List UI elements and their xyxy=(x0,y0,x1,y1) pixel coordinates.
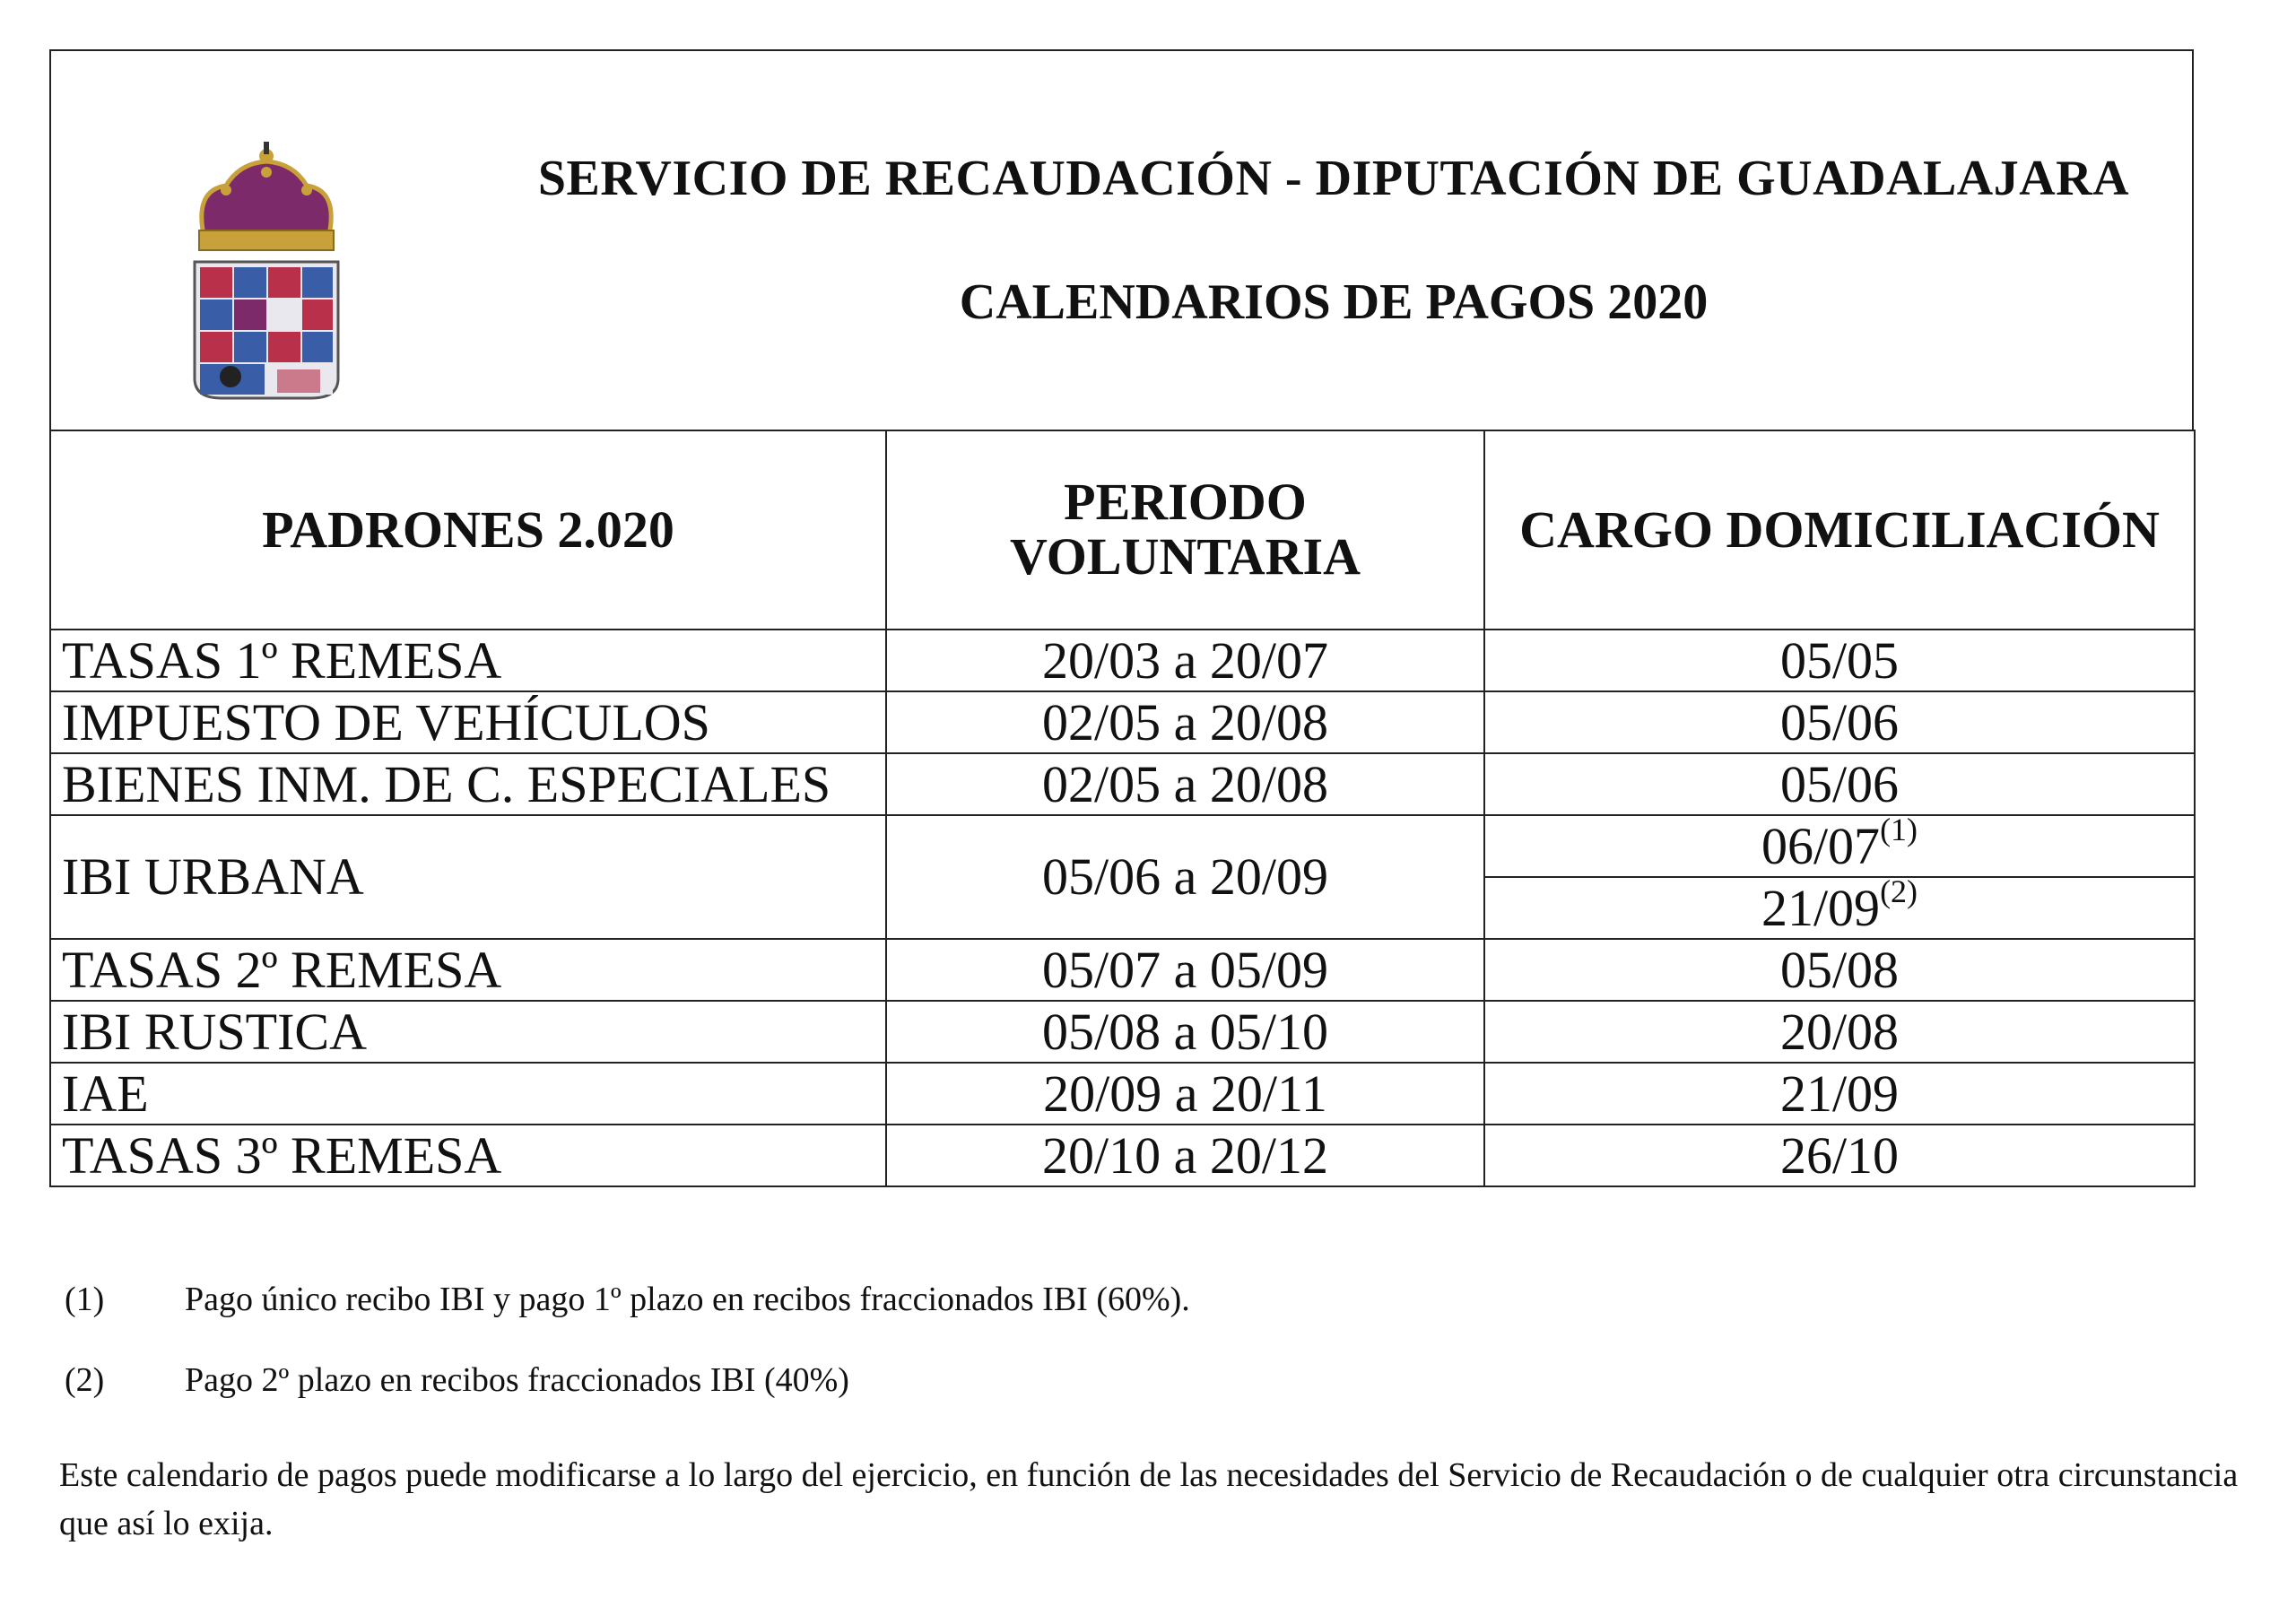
footnote-item xyxy=(65,1282,2235,1363)
row-period: 02/05 a 20/08 xyxy=(886,691,1484,753)
row-period: 20/03 a 20/07 xyxy=(886,630,1484,691)
document-title: SERVICIO DE RECAUDACIÓN - DIPUTACIÓN DE GUADALAJARA xyxy=(537,151,2130,206)
footnote-item xyxy=(65,1363,2235,1444)
footnote-text: Pago único recibo IBI y pago 1º plazo en recibos fraccionados IBI (60%). xyxy=(185,1281,1190,1318)
row-charge-value: 21/09 xyxy=(1761,878,1881,937)
row-name: TASAS 3º REMESA xyxy=(50,1125,886,1186)
row-name: IBI URBANA xyxy=(50,815,886,939)
document-subtitle: CALENDARIOS DE PAGOS 2020 xyxy=(959,274,1709,330)
row-name: IMPUESTO DE VEHÍCULOS xyxy=(50,691,886,753)
footnote-number: (1) xyxy=(65,1281,105,1318)
row-name: TASAS 1º REMESA xyxy=(50,630,886,691)
row-name: BIENES INM. DE C. ESPECIALES xyxy=(50,753,886,815)
table-row xyxy=(50,753,2195,815)
row-charge: 26/10 xyxy=(1484,1125,2195,1186)
table-header-row xyxy=(50,430,2195,630)
row-charge-value: 06/07 xyxy=(1761,816,1881,875)
table-row xyxy=(50,815,2195,877)
payment-calendar-table xyxy=(49,430,2196,1187)
row-period: 05/07 a 05/09 xyxy=(886,939,1484,1001)
footnote-text: Pago 2º plazo en recibos fraccionados IBI (40%) xyxy=(185,1361,849,1399)
header-box xyxy=(49,49,2194,431)
row-period: 02/05 a 20/08 xyxy=(886,753,1484,815)
row-charge xyxy=(1484,815,2195,877)
column-header-periodo xyxy=(886,430,1484,630)
row-charge: 05/08 xyxy=(1484,939,2195,1001)
table-row xyxy=(50,1063,2195,1125)
row-charge: 21/09 xyxy=(1484,1063,2195,1125)
coat-of-arms-icon xyxy=(177,136,356,405)
footnote-marker: (2) xyxy=(1880,877,1918,909)
row-period: 20/10 a 20/12 xyxy=(886,1125,1484,1186)
row-period: 05/06 a 20/09 xyxy=(886,815,1484,939)
footnote-marker: (1) xyxy=(1880,815,1918,847)
table-row xyxy=(50,630,2195,691)
footer-disclaimer: Este calendario de pagos puede modificarse a lo largo del ejercicio, en función de las necesidades del Servicio de Recaudación o de cualquier otra circunstancia que así lo exija. xyxy=(59,1456,2239,1542)
table-row xyxy=(50,1001,2195,1063)
column-header-periodo-label: PERIODO VOLUNTARIA xyxy=(1010,473,1361,586)
row-charge: 05/05 xyxy=(1484,630,2195,691)
row-charge: 05/06 xyxy=(1484,691,2195,753)
column-header-padrones: PADRONES 2.020 xyxy=(50,430,886,630)
row-charge: 05/06 xyxy=(1484,753,2195,815)
column-header-cargo: CARGO DOMICILIACIÓN xyxy=(1484,430,2195,630)
table-row xyxy=(50,691,2195,753)
document-frame xyxy=(49,49,2194,1187)
footnote-number: (2) xyxy=(65,1361,105,1399)
table-row xyxy=(50,939,2195,1001)
row-period: 20/09 a 20/11 xyxy=(886,1063,1484,1125)
footnotes xyxy=(65,1282,2235,1444)
table-row xyxy=(50,1125,2195,1186)
row-charge-second xyxy=(1484,877,2195,939)
row-charge: 20/08 xyxy=(1484,1001,2195,1063)
row-name: IBI RUSTICA xyxy=(50,1001,886,1063)
row-name: TASAS 2º REMESA xyxy=(50,939,886,1001)
row-period: 05/08 a 05/10 xyxy=(886,1001,1484,1063)
row-name: IAE xyxy=(50,1063,886,1125)
